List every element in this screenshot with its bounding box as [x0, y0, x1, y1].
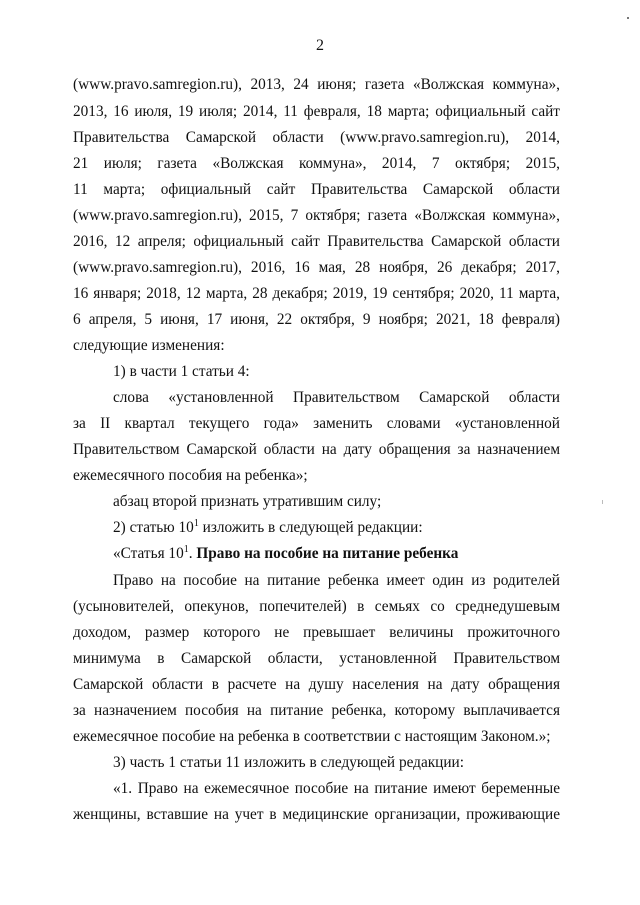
text-line: (www.pravo.samregion.ru), 2015, 7 октября; газета «Волжская коммуна»,: [73, 207, 560, 224]
article-title: Право на пособие на питание ребенка: [196, 545, 459, 562]
text-line: 3) часть 1 статьи 11 изложить в следующей редакции:: [113, 754, 464, 771]
scan-speck: [602, 500, 603, 504]
text-line: 11 марта; официальный сайт Правительства Самарской области: [73, 181, 560, 198]
text-line: ежемесячное пособие на ребенка в соответствии с настоящим Законом.»;: [73, 728, 551, 745]
text-line: за назначением пособия на питание ребенка, которому выплачивается: [73, 702, 560, 719]
text-line: следующие изменения:: [73, 337, 225, 354]
scan-speck: [627, 17, 629, 19]
text-fragment: изложить в следующей редакции:: [198, 519, 423, 536]
text-line: 16 января; 2018, 12 марта, 28 декабря; 2019, 19 сентября; 2020, 11 марта,: [73, 285, 560, 302]
text-line: минимума в Самарской области, установленной Правительством: [73, 650, 560, 667]
text-fragment: «Статья 10: [113, 545, 184, 562]
text-line: Право на пособие на питание ребенка имеет один из родителей: [113, 572, 560, 589]
text-line: ежемесячного пособия на ребенка»;: [73, 467, 308, 484]
text-line: абзац второй признать утратившим силу;: [113, 493, 382, 510]
text-line: (www.pravo.samregion.ru), 2016, 16 мая, 28 ноября, 26 декабря; 2017,: [73, 259, 560, 276]
text-line: 1) в части 1 статьи 4:: [113, 363, 250, 380]
text-line: 2013, 16 июля, 19 июля; 2014, 11 февраля, 18 марта; официальный сайт: [73, 103, 560, 120]
text-line: Правительством Самарской области на дату обращения за назначением: [73, 441, 560, 458]
text-line: 2016, 12 апреля; официальный сайт Правительства Самарской области: [73, 233, 560, 250]
text-line: [113, 519, 423, 537]
article-heading: [113, 545, 458, 563]
text-line: слова «установленной Правительством Самарской области: [113, 389, 560, 406]
text-line: 6 апреля, 5 июня, 17 июня, 22 октября, 9 ноября; 2021, 18 февраля): [73, 311, 560, 328]
text-line: (усыновителей, опекунов, попечителей) в семьях со среднедушевым: [73, 598, 560, 615]
text-fragment: .: [188, 545, 197, 562]
superscript: 1: [183, 543, 189, 555]
text-line: Правительства Самарской области (www.pravo.samregion.ru), 2014,: [73, 129, 560, 146]
text-line: женщины, вставшие на учет в медицинские организации, проживающие: [73, 806, 560, 823]
text-line: за II квартал текущего года» заменить словами «установленной: [73, 415, 560, 432]
text-line: Самарской области в расчете на душу населения на дату обращения: [73, 676, 560, 693]
text-line: 21 июля; газета «Волжская коммуна», 2014, 7 октября; 2015,: [73, 155, 560, 172]
page-number: 2: [316, 37, 324, 54]
superscript: 1: [193, 517, 199, 529]
text-line: доходом, размер которого не превышает величины прожиточного: [73, 624, 560, 641]
text-line: (www.pravo.samregion.ru), 2013, 24 июня; газета «Волжская коммуна»,: [73, 76, 560, 93]
text-fragment: 2) статью 10: [113, 519, 194, 536]
text-line: «1. Право на ежемесячное пособие на питание имеют беременные: [113, 780, 560, 797]
